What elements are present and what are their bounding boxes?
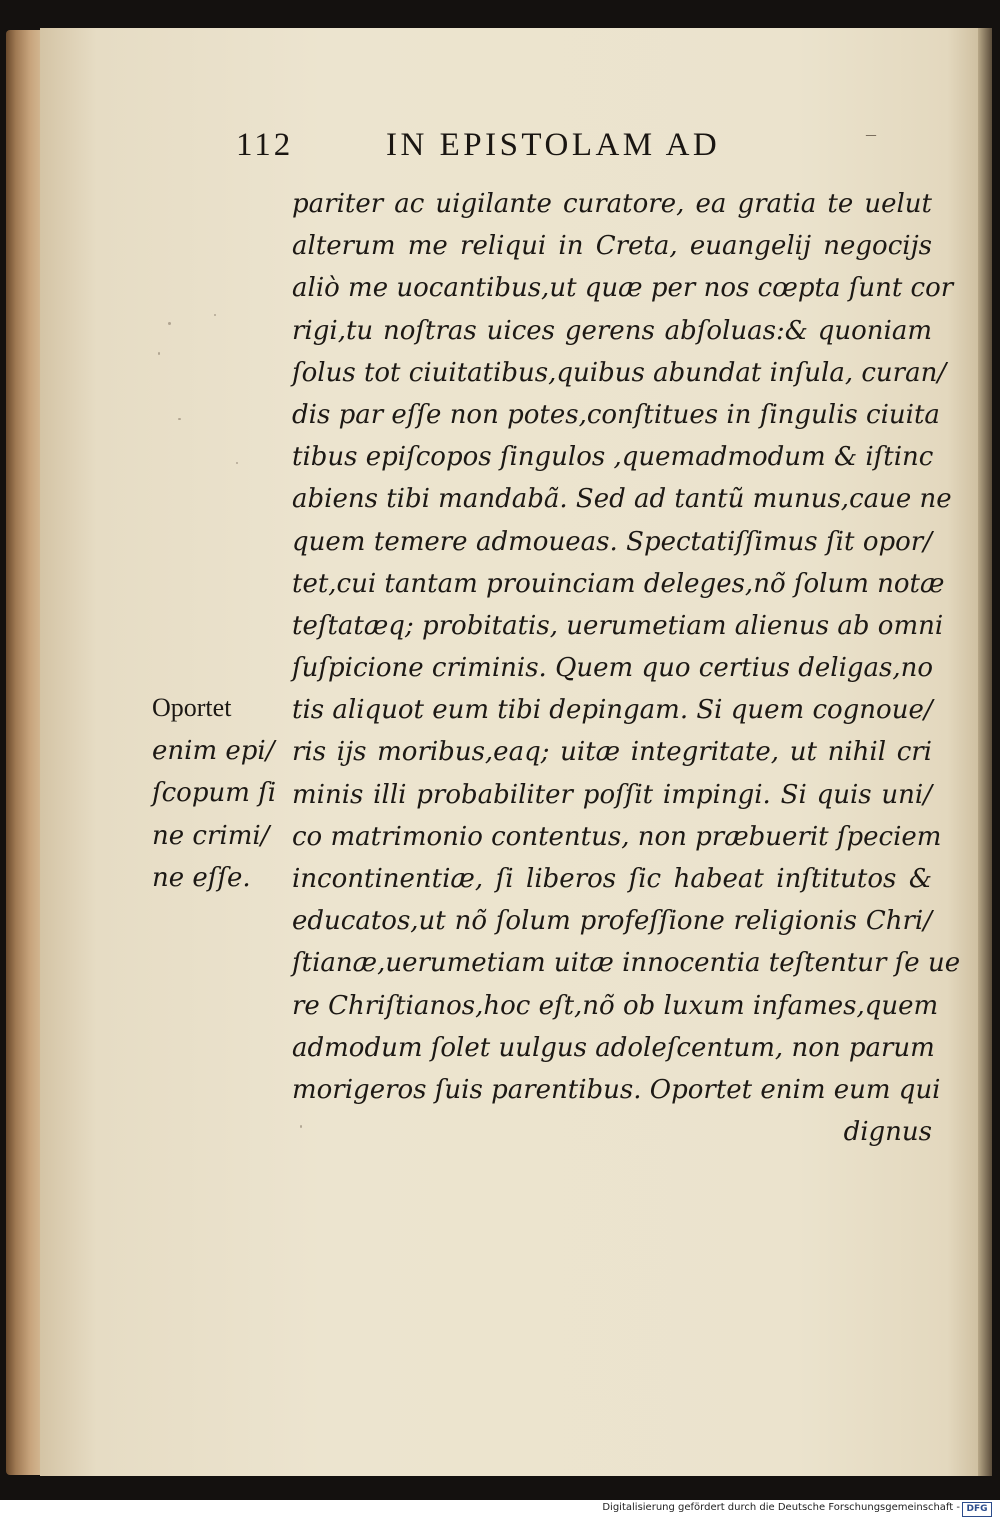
text-line: rigi,tu noſtras uices gerens abſoluas:& quoniam [292, 315, 932, 346]
marginal-note-line: Oportet [152, 693, 232, 722]
paper-speck [158, 352, 160, 355]
text-line: dis par eſſe non potes,conſtitues in ſingulis ciuita [292, 399, 940, 430]
running-title: IN EPISTOLAM AD [386, 127, 721, 163]
paper-speck [214, 314, 216, 316]
text-line: ſtianæ,uerumetiam uitæ innocentia teſtentur ſe ue [292, 948, 961, 979]
marginal-note-line: enim epi/ [152, 735, 275, 766]
catchword: dignus [843, 1117, 932, 1148]
text-line: teſtatæq; probitatis, uerumetiam alienus ab omni [292, 610, 944, 641]
text-line: co matrimonio contentus, non præbuerit ſpeciem [292, 821, 942, 852]
dfg-logo: DFG [962, 1502, 992, 1517]
main-text-block [292, 183, 961, 1153]
text-line: alterum me reliqui in Creta, euangelij negocijs [292, 231, 932, 262]
paper-speck [168, 322, 171, 325]
page-gutter-shadow [978, 28, 992, 1476]
marginal-note-line: ne eſſe. [152, 863, 251, 893]
paper-speck [236, 462, 238, 464]
text-line: quem temere admoueas. Spectatiſſimus ſit opor/ [292, 526, 932, 557]
text-line: tibus epiſcopos ſingulos ,quemadmodum & iſtinc [292, 442, 934, 473]
text-line: ſolus tot ciuitatibus,quibus abundat inſula, curan/ [292, 357, 947, 388]
digitization-credit: Digitalisierung gefördert durch die Deutsche Forschungsgemeinschaft - [602, 1502, 960, 1513]
text-line: ris ijs moribus,eaq; uitæ integritate, ut nihil cri [292, 737, 932, 768]
paper-speck [178, 418, 181, 420]
text-line: tis aliquot eum tibi depingam. Si quem cognoue/ [292, 695, 933, 726]
text-line: abiens tibi mandabã. Sed ad tantũ munus,caue ne [292, 484, 952, 515]
text-line: pariter ac uigilante curatore, ea gratia te uelut [292, 189, 932, 219]
page-number: 112 [236, 127, 294, 163]
running-head [236, 123, 936, 167]
running-head-ornament: – [866, 123, 879, 145]
text-line: aliò me uocantibus,ut quæ per nos cœpta ſunt cor [292, 273, 954, 304]
text-line: tet,cui tantam prouinciam deleges,nõ ſolum notæ [292, 568, 945, 599]
text-line: incontinentiæ, ſi liberos ſic habeat inſtitutos & [292, 864, 932, 894]
text-line: educatos,ut nõ ſolum profeſſione religionis Chri/ [292, 906, 932, 937]
marginal-note-line: ne crimi/ [152, 820, 270, 851]
marginal-note-line: ſcopum ſi [152, 778, 277, 808]
text-line: morigeros ſuis parentibus. Oportet enim eum qui [292, 1074, 941, 1105]
marginal-note [152, 687, 284, 900]
text-line: minis illi probabiliter poſſit impingi. Si quis uni/ [292, 779, 932, 810]
text-line: re Chriſtianos,hoc eſt,nõ ob luxum infames,quem [292, 990, 939, 1021]
text-line: admodum ſolet uulgus adoleſcentum, non parum [292, 1032, 935, 1063]
text-line: ſuſpicione criminis. Quem quo certius deligas,no [292, 653, 934, 684]
